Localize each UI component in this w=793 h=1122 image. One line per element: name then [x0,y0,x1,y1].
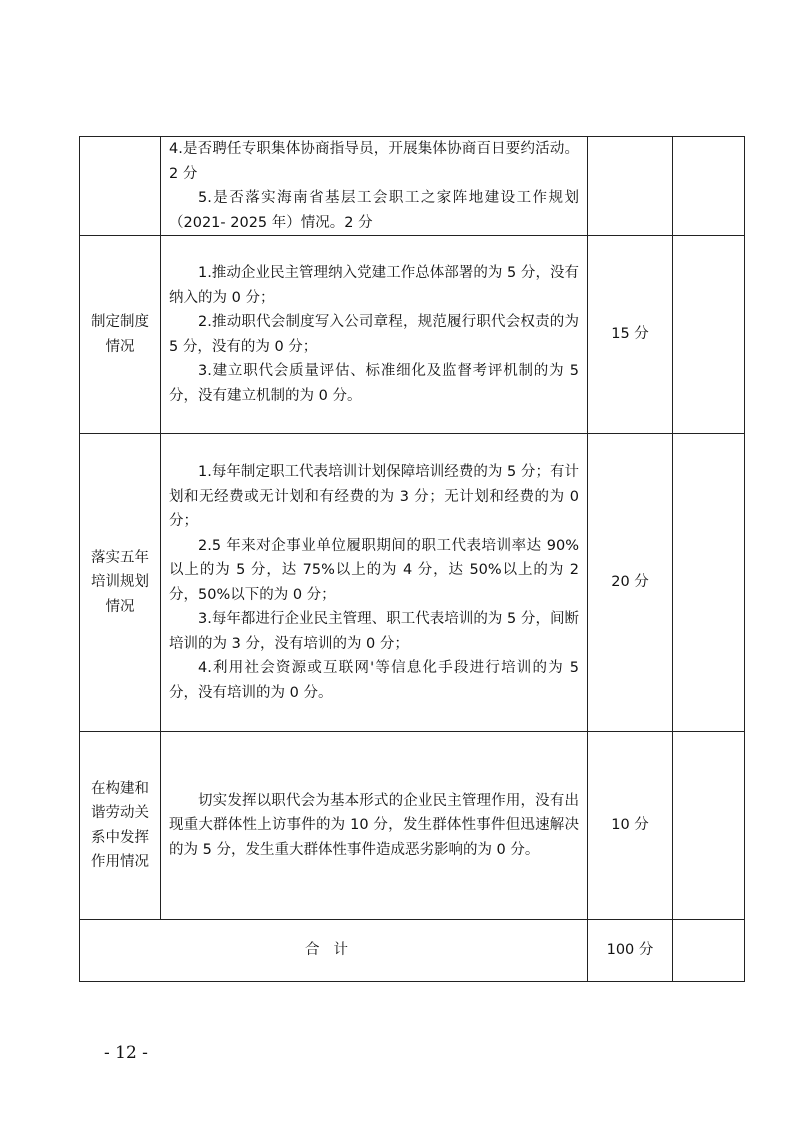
table-row [80,137,745,236]
criterion-item: 3.每年都进行企业民主管理、职工代表培训的为 5 分，间断培训的为 3 分，没有培训的为 0 分； [169,611,579,652]
table-row [80,434,745,732]
criterion-item: 4.是否聘任专职集体协商指导员，开展集体协商百日要约活动。2 分 [169,141,579,182]
criterion-item: 4.利用社会资源或互联网'等信息化手段进行培训的为 5 分，没有培训的为 0 分。 [169,660,579,701]
page-number: - 12 - [104,1043,148,1063]
blank-cell [673,137,745,236]
category-cell: 在构建和谐劳动关系中发挥作用情况 [80,732,161,920]
score-cell [588,137,673,236]
blank-cell [673,236,745,434]
score-cell: 10 分 [588,732,673,920]
total-row [80,920,745,982]
criterion-item: 5.是否落实海南省基层工会职工之家阵地建设工作规划（2021- 2025 年）情况。2 分 [169,190,579,231]
criteria-cell [161,732,588,920]
criterion-item: 2.5 年来对企事业单位履职期间的职工代表培训率达 90%以上的为 5 分，达 75%以上的为 4 分，达 50%以上的为 2 分，50%以下的为 0 分； [169,537,579,603]
total-score: 100 分 [588,920,673,982]
table-row [80,236,745,434]
category-cell [80,137,161,236]
criterion-item: 1.推动企业民主管理纳入党建工作总体部署的为 5 分，没有纳入的为 0 分； [169,265,579,306]
score-cell: 15 分 [588,236,673,434]
category-cell: 落实五年培训规划情况 [80,434,161,732]
blank-cell [673,920,745,982]
criterion-item: 2.推动职代会制度写入公司章程，规范履行职代会权责的为 5 分，没有的为 0 分； [169,314,579,355]
score-cell: 20 分 [588,434,673,732]
total-label: 合计 [80,920,588,982]
blank-cell [673,732,745,920]
criteria-cell [161,137,588,236]
category-cell: 制定制度情况 [80,236,161,434]
criterion-item: 3.建立职代会质量评估、标准细化及监督考评机制的为 5 分，没有建立机制的为 0 分。 [169,363,579,404]
table-row [80,732,745,920]
criteria-cell [161,236,588,434]
scoring-table [79,136,745,982]
criterion-item: 1.每年制定职工代表培训计划保障培训经费的为 5 分；有计划和无经费或无计划和有经费的为 3 分；无计划和经费的为 0 分； [169,464,579,529]
criteria-cell [161,434,588,732]
criterion-item: 切实发挥以职代会为基本形式的企业民主管理作用，没有出现重大群体性上访事件的为 10 分，发生群体性事件但迅速解决的为 5 分，发生重大群体性事件造成恶劣影响的为 0 分。 [169,792,579,858]
blank-cell [673,434,745,732]
